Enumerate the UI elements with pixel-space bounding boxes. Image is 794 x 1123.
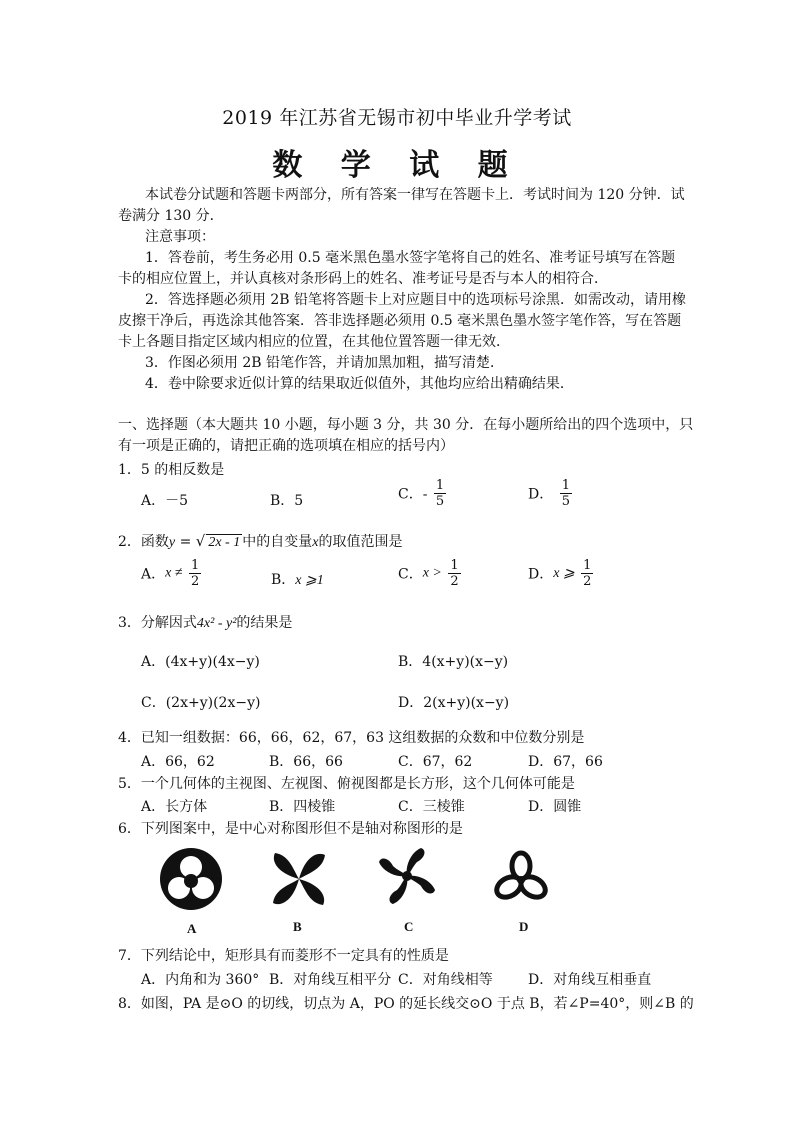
q2-option-a: A．x ≠ $\frac{1}{2}$ (141, 558, 200, 589)
q7-option-c: C．对角线相等 (398, 972, 493, 988)
q1-c-numerator: 1 (435, 478, 445, 493)
figure-b-shape (268, 848, 330, 910)
q4-option-d: D．67，66 (528, 754, 603, 770)
q8-stem: 8．如图，PA 是⊙O 的切线，切点为 A，PO 的延长线交⊙O 于点 B，若∠P=40°，则∠B 的 (118, 996, 694, 1012)
figure-d-label: D (519, 919, 529, 934)
q5-option-c: C．三棱锥 (398, 799, 465, 815)
notice-2b: 皮擦干净后，再选涂其他答案．答非选择题必须用 0.5 毫米黑色墨水签字笔作答，写在答题 (118, 313, 682, 329)
q7-option-d: D．对角线互相垂直 (528, 972, 652, 988)
figure-c-label: C (404, 919, 414, 934)
exam-subtitle: 数 学 试 题 (272, 148, 522, 183)
q2-option-c: C．x > $\frac{1}{2}$ (398, 558, 459, 589)
q3-option-c: C．(2x+y)(2x−y) (141, 695, 261, 711)
figure-a-label: A (187, 921, 197, 936)
notice-title: 注意事项： (145, 229, 215, 245)
q4-option-c: C．67，62 (398, 754, 473, 770)
q5-option-b: B．四棱锥 (269, 799, 336, 815)
q1-d-denominator: 5 (561, 494, 570, 509)
q3-option-d: D．2(x+y)(x−y) (398, 695, 510, 711)
q1-option-d: D． $\frac{1}{5}$ (528, 478, 570, 509)
q5-stem: 5．一个几何体的主视图、左视图、俯视图都是长方形，这个几何体可能是 (118, 776, 575, 792)
notice-3: 3．作图必须用 2B 铅笔作答，并请加黑加粗，描写清楚． (145, 355, 505, 371)
notice-1a: 1．答卷前，考生务必用 0.5 毫米黑色墨水签字笔将自己的姓名、准考证号填写在答题 (145, 250, 676, 266)
q7-stem: 7．下列结论中，矩形具有而菱形不一定具有的性质是 (118, 948, 449, 964)
q3-option-a: A．(4x+y)(4x−y) (141, 654, 260, 670)
section1-line-2: 有一项是正确的，请把正确的选项填在相应的括号内） (118, 438, 454, 454)
q1-option-c: C．- $\frac{1}{5}$ (398, 478, 445, 509)
q4-stem: 4．已知一组数据：66，66，62，67，63 这组数据的众数和中位数分别是 (118, 730, 585, 746)
notice-2c: 卡上各题目指定区域内相应的位置，在其他位置答题一律无效． (118, 334, 510, 350)
intro-line-1: 本试卷分试题和答题卡两部分，所有答案一律写在答题卡上．考试时间为 120 分钟．试 (145, 187, 685, 203)
q4-option-b: B．66，66 (269, 754, 343, 770)
q3-stem: 3．分解因式4x² - y²的结果是 (118, 615, 293, 631)
q2-stem: 2．函数y = √ 2x - 1 中的自变量x的取值范围是 (118, 532, 403, 550)
q1-c-denominator: 5 (435, 494, 445, 509)
q2-radicand: 2x - 1 (208, 535, 241, 550)
q2-option-d: D．x ⩾ $\frac{1}{2}$ (528, 558, 592, 589)
figure-d-shape (488, 846, 554, 912)
q1-option-b: B．5 (270, 493, 304, 509)
section1-line-1: 一、选择题（本大题共 10 小题，每小题 3 分，共 30 分．在每小题所给出的四个选项中，只 (118, 417, 694, 433)
intro-line-2: 卷满分 130 分． (118, 208, 224, 224)
figure-c-shape (374, 843, 440, 909)
q3-expression: 4x² - y² (196, 616, 237, 631)
exam-title: 2019 年江苏省无锡市初中毕业升学考试 (222, 107, 572, 129)
notice-4: 4．卷中除要求近似计算的结果取近似值外，其他均应给出精确结果． (145, 376, 574, 392)
q1-d-numerator: 1 (561, 478, 570, 493)
q2-option-b: B．x ⩾1 (271, 572, 324, 588)
q3-option-b: B．4(x+y)(x−y) (398, 654, 509, 670)
q1-option-a: A．－5 (141, 493, 189, 509)
notice-2a: 2．答选择题必须用 2B 铅笔将答题卡上对应题目中的选项标号涂黑．如需改动，请用橡 (145, 292, 687, 308)
q7-option-b: B．对角线互相平分 (269, 972, 392, 988)
q5-option-a: A．长方体 (141, 799, 208, 815)
figure-a-shape (158, 846, 224, 912)
q5-option-d: D．圆锥 (528, 799, 582, 815)
q6-stem: 6．下列图案中，是中心对称图形但不是轴对称图形的是 (118, 821, 463, 837)
q4-option-a: A．66，62 (141, 754, 215, 770)
q7-option-a: A．内角和为 360° (141, 972, 260, 988)
figure-b-label: B (293, 919, 302, 934)
notice-1b: 卡的相应位置上，并认真核对条形码上的姓名、准考证号是否与本人的相符合． (118, 271, 608, 287)
q1-stem: 1．5 的相反数是 (118, 462, 225, 478)
